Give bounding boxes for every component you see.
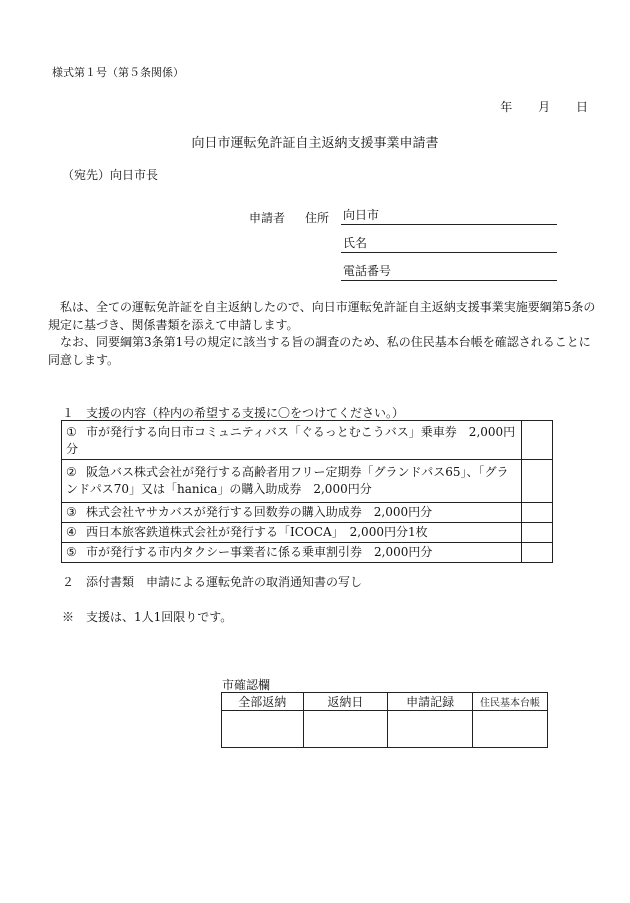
confirm-table — [221, 692, 548, 748]
confirm-label: 市確認欄 — [222, 678, 271, 692]
support-table — [61, 420, 553, 563]
confirm-entry-row — [222, 711, 548, 748]
date-month: 月 — [538, 100, 551, 114]
confirm-cell[interactable] — [222, 711, 304, 748]
support-row — [62, 523, 553, 543]
support-heading: １ 支援の内容（枠内の希望する支援に〇をつけてください。） — [62, 406, 405, 420]
confirm-cell[interactable] — [473, 711, 548, 748]
confirm-col-header: 住民基本台帳 — [473, 693, 548, 711]
confirm-col-header: 申請記録 — [388, 693, 473, 711]
phone-label: 電話番号 — [343, 264, 392, 278]
support-item — [62, 503, 522, 523]
support-check-cell[interactable] — [522, 523, 553, 543]
date-line — [478, 98, 588, 115]
addressee: （宛先）向日市長 — [62, 168, 159, 182]
support-item-number: ④ — [66, 525, 77, 539]
confirm-cell[interactable] — [388, 711, 473, 748]
form-number: 様式第１号（第５条関係） — [52, 66, 184, 79]
support-row — [62, 503, 553, 523]
note: ※ 支援は、1人1回限りです。 — [62, 610, 233, 624]
support-item-number: ⑤ — [66, 545, 77, 559]
name-field[interactable] — [341, 235, 557, 253]
support-item-number: ③ — [66, 505, 77, 519]
support-item-text: 阪急バス株式会社が発行する高齢者用フリー定期券「グランドパス65」、「グランドパス70」又は「hanica」の購入助成券 2,000円分 — [66, 465, 509, 496]
address-label: 住所 — [305, 211, 330, 225]
address-value: 向日市 — [343, 208, 380, 222]
support-item-number: ② — [66, 465, 77, 479]
support-item — [62, 543, 522, 563]
statement — [48, 299, 596, 369]
support-check-cell[interactable] — [522, 503, 553, 523]
support-check-cell[interactable] — [522, 421, 553, 460]
date-year: 年 — [500, 100, 513, 114]
confirm-header-row — [222, 693, 548, 711]
support-item-text: 西日本旅客鉄道株式会社が発行する「ICOCA」 2,000円分1枚 — [86, 525, 428, 539]
support-item — [62, 460, 522, 503]
date-day: 日 — [575, 100, 588, 114]
support-item — [62, 523, 522, 543]
applicant-label: 申請者 — [249, 211, 286, 225]
attachments: ２ 添付書類 申請による運転免許の取消通知書の写し — [62, 575, 363, 589]
support-row — [62, 421, 553, 460]
address-field[interactable] — [341, 207, 557, 225]
phone-field[interactable] — [341, 263, 557, 281]
support-item-text: 株式会社ヤサカバスが発行する回数券の購入助成券 2,000円分 — [86, 505, 433, 519]
confirm-col-header: 全部返納 — [222, 693, 304, 711]
name-label: 氏名 — [343, 236, 368, 250]
support-item — [62, 421, 522, 460]
support-item-number: ① — [66, 425, 77, 439]
support-item-text: 市が発行する市内タクシー事業者に係る乗車割引券 2,000円分 — [86, 545, 433, 559]
confirm-col-header: 返納日 — [303, 693, 388, 711]
support-row — [62, 543, 553, 563]
document-title: 向日市運転免許証自主返納支援事業申請書 — [191, 136, 439, 151]
confirm-cell[interactable] — [303, 711, 388, 748]
support-row — [62, 460, 553, 503]
statement-paragraph-2: なお、同要綱第3条第1号の規定に該当する旨の調査のため、私の住民基本台帳を確認されることに同意します。 — [48, 335, 591, 367]
support-item-text: 市が発行する向日市コミュニティバス「ぐるっとむこうバス」乗車券 2,000円分 — [66, 425, 516, 456]
support-check-cell[interactable] — [522, 543, 553, 563]
support-check-cell[interactable] — [522, 460, 553, 503]
statement-paragraph-1: 私は、全ての運転免許証を自主返納したので、向日市運転免許証自主返納支援事業実施要綱第5条の規定に基づき、関係書類を添えて申請します。 — [48, 300, 596, 332]
